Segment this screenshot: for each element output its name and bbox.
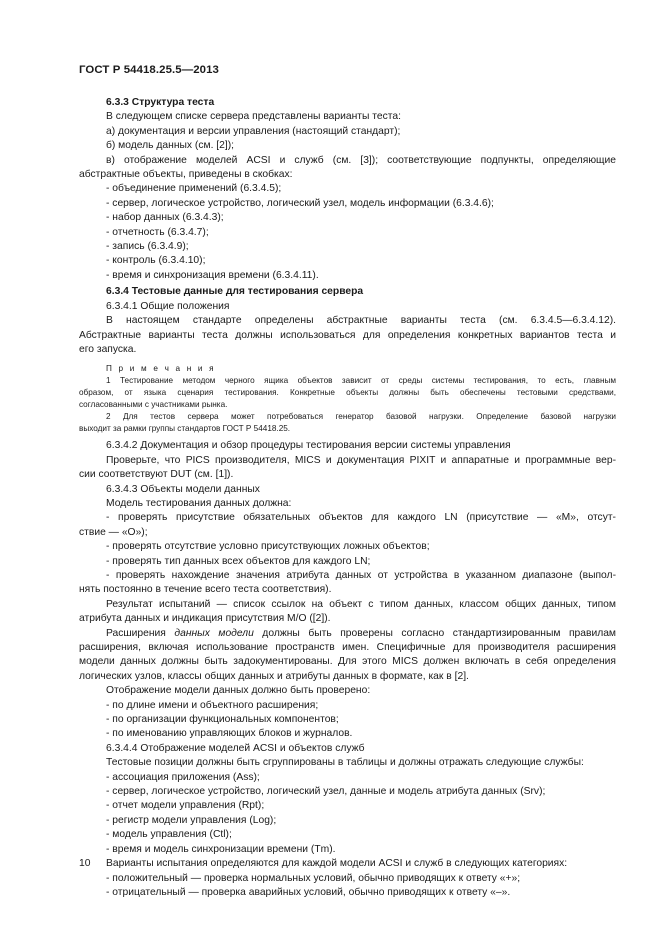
text-line: нять постоянно в течение всего теста соответствия). — [79, 584, 332, 596]
document-body — [79, 96, 617, 900]
text-line: а) документация и версии управления (настоящий стандарт); — [106, 125, 401, 137]
text-line: - модель управления (Ctl); — [106, 829, 232, 841]
text-line: 6.3.4.1 Общие положения — [106, 300, 230, 312]
page-number: 10 — [79, 858, 91, 869]
text-line: - по длине имени и объектного расширения; — [106, 699, 319, 711]
text-line: модели данных должны быть задокументированы. Для этого MICS должен включать в себя определения — [79, 656, 616, 668]
text-line: 6.3.4.2 Документация и обзор процедуры тестирования версии системы управления — [106, 440, 511, 452]
text-line: логических узлов, классы общих данных и атрибуты данных в формате, как в [2]. — [79, 670, 469, 682]
text-line: - по организации функциональных компонентов; — [106, 714, 339, 726]
text-line: - сервер, логическое устройство, логический узел, данные и модель атрибута данных (Srv); — [106, 786, 546, 798]
text-line: - отрицательный — проверка аварийных условий, обычно приводящих к ответу «–». — [106, 886, 511, 898]
text-line: ствие — «О»); — [79, 526, 148, 538]
text-line: Модель тестирования данных должна: — [106, 497, 292, 509]
text-line: - время и модель синхронизации времени (Tm). — [106, 843, 336, 855]
text-line: 6.3.4.3 Объекты модели данных — [106, 483, 260, 495]
note-line: выходит за рамки группы стандартов ГОСТ Р 54418.25. — [79, 424, 291, 434]
text-line: Отображение модели данных должно быть проверено: — [106, 685, 371, 697]
text-line: В настоящем стандарте определены абстрактные варианты теста (см. 6.3.4.5—6.3.4.12). — [106, 315, 616, 327]
text-line: абстрактные объекты, приведены в скобках: — [79, 169, 293, 181]
text-line: Расширения данных модели должны быть проверены согласно стандартизированным правилам — [106, 627, 617, 639]
text-line: атрибута данных и индикация присутствия M/O ([2]). — [79, 613, 331, 625]
text-line: - запись (6.3.4.9); — [106, 241, 189, 253]
note-line: согласованными с участниками рынка. — [79, 400, 228, 410]
text-line: - регистр модели управления (Log); — [106, 814, 277, 826]
text-line: - отчетность (6.3.4.7); — [106, 226, 209, 238]
text-line: - время и синхронизация времени (6.3.4.11). — [106, 269, 319, 281]
text-line: - объединение применений (6.3.4.5); — [106, 183, 282, 195]
text-line: Проверьте, что PICS производителя, MICS и документация PIXIT и аппаратные и программные вер- — [106, 454, 616, 466]
text-line: - проверять нахождение значения атрибута данных от устройства в указанном диапазоне (выпол- — [106, 569, 616, 581]
text-line: - положительный — проверка нормальных условий, обычно приводящих к ответу «+»; — [106, 872, 521, 884]
section-heading: 6.3.3 Структура теста — [106, 97, 215, 108]
section-heading: 6.3.4 Тестовые данные для тестирования сервера — [106, 286, 364, 298]
note-line: П р и м е ч а н и я — [106, 364, 216, 374]
text-line: - проверять тип данных всех объектов для каждого LN; — [106, 555, 371, 567]
note-line: образом, от языка сценария тестирования. Конкретные объекты должны быть обеспечены тестовыми средствами, — [79, 388, 616, 398]
text-line: В следующем списке сервера представлены варианты теста: — [106, 111, 401, 123]
text-line: - проверять отсутствие условно присутствующих ложных объектов; — [106, 541, 430, 553]
text-line: - ассоциация приложения (Ass); — [106, 771, 260, 783]
note-line: 1 Тестирование методом черного ящика объектов зависит от среды системы тестирования, то есть, главным — [106, 376, 616, 386]
text-line: - сервер, логическое устройство, логический узел, модель информации (6.3.4.6); — [106, 197, 494, 209]
text-line: 6.3.4.4 Отображение моделей ACSI и объектов служб — [106, 742, 365, 754]
text-line: Тестовые позиции должны быть сгруппированы в таблицы и должны отражать следующие службы: — [106, 757, 584, 769]
text-line: сии соответствуют DUT (см. [1]). — [79, 469, 234, 481]
text-line: Варианты испытания определяются для каждой модели ACSI и служб в следующих категориях: — [106, 858, 568, 870]
page-header: ГОСТ Р 54418.25.5—2013 — [79, 64, 219, 76]
text-line: - по именованию управляющих блоков и журналов. — [106, 728, 353, 740]
note-line: 2 Для тестов сервера может потребоваться генератор базовой нагрузки. Определение базовой нагрузки — [106, 412, 616, 422]
text-line: б) модель данных (см. [2]); — [106, 140, 235, 152]
text-line: - отчет модели управления (Rpt); — [106, 800, 265, 812]
text-line: Абстрактные варианты теста должны использоваться для определения конкретных вариантов теста и — [79, 329, 616, 341]
text-line: - набор данных (6.3.4.3); — [106, 212, 224, 224]
text-line: - проверять присутствие обязательных объектов для каждого LN (присутствие — «M», отсут- — [106, 512, 616, 524]
text-line: его запуска. — [79, 343, 137, 355]
text-line: - контроль (6.3.4.10); — [106, 255, 206, 267]
text-line: в) отображение моделей ACSI и служб (см. [3]); соответствующие подпункты, определяющие — [106, 154, 616, 166]
text-line: расширения, включая использование пространств имен. Специфичные для производителя расширения — [79, 642, 616, 653]
text-line: Результат испытаний — список ссылок на объект с типом данных, классом общих данных, типом — [106, 598, 616, 610]
